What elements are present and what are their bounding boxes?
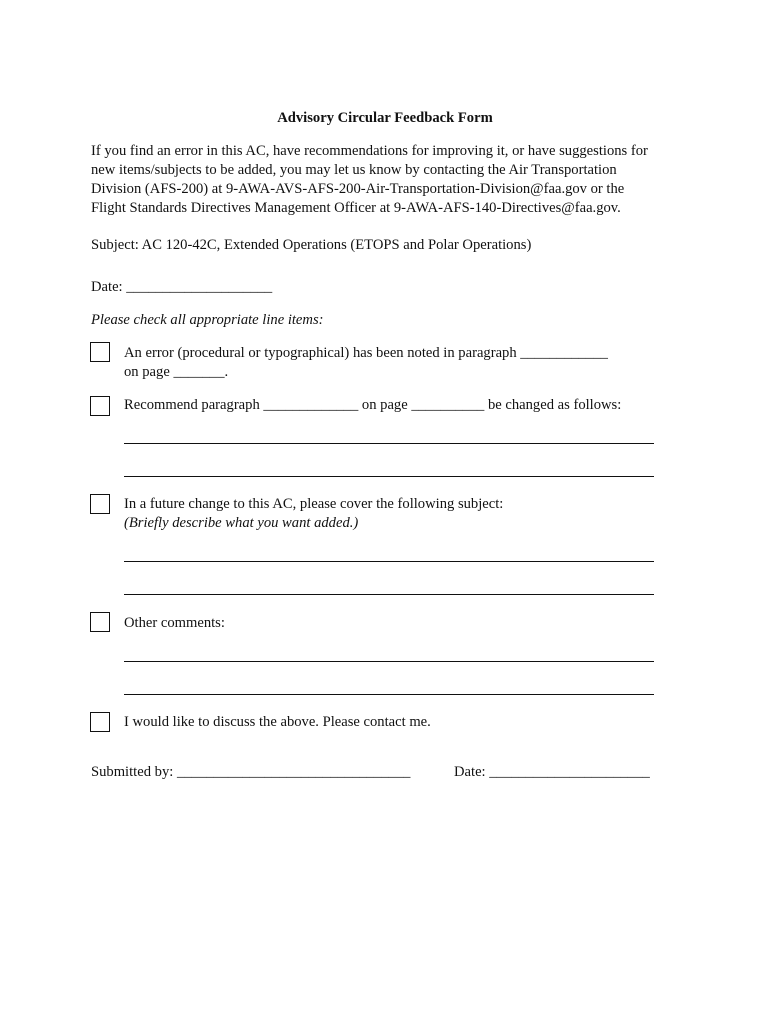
error-item-text-page: on page _______. (124, 364, 229, 380)
date-field[interactable]: Date: ____________________ (91, 279, 273, 295)
intro-line: Flight Standards Directives Management Officer at 9-AWA-AFS-140-Directives@faa.gov. (91, 200, 621, 216)
submitted-by-field[interactable]: Submitted by: ________________________________ (91, 764, 411, 780)
intro-line: Division (AFS-200) at 9-AWA-AVS-AFS-200-Air-Transportation-Division@faa.gov or the (91, 181, 625, 197)
intro-line: If you find an error in this AC, have recommendations for improving it, or have suggestions for (91, 143, 648, 159)
intro-paragraph (91, 142, 691, 218)
other-comments-text: Other comments: (124, 615, 225, 631)
other-comments-answer-line[interactable] (124, 661, 654, 662)
recommend-checkbox[interactable] (90, 396, 110, 416)
instruction-text: Please check all appropriate line items: (91, 312, 324, 328)
future-change-checkbox[interactable] (90, 494, 110, 514)
recommend-item-text: Recommend paragraph _____________ on page __________ be changed as follows: (124, 397, 622, 413)
discuss-item-text: I would like to discuss the above. Please contact me. (124, 714, 431, 730)
footer-date-field[interactable]: Date: ______________________ (454, 764, 650, 780)
discuss-checkbox[interactable] (90, 712, 110, 732)
subject-line: Subject: AC 120-42C, Extended Operations (ETOPS and Polar Operations) (91, 237, 532, 253)
future-change-answer-line[interactable] (124, 561, 654, 562)
error-item-text: An error (procedural or typographical) has been noted in paragraph ____________ (124, 345, 608, 361)
intro-line: new items/subjects to be added, you may let us know by contacting the Air Transportation (91, 162, 617, 178)
other-comments-checkbox[interactable] (90, 612, 110, 632)
recommend-answer-line[interactable] (124, 443, 654, 444)
future-change-hint: (Briefly describe what you want added.) (124, 515, 359, 531)
form-title: Advisory Circular Feedback Form (277, 110, 493, 126)
other-comments-answer-line[interactable] (124, 694, 654, 695)
recommend-answer-line[interactable] (124, 476, 654, 477)
error-checkbox[interactable] (90, 342, 110, 362)
future-change-answer-line[interactable] (124, 594, 654, 595)
future-change-item-text: In a future change to this AC, please cover the following subject: (124, 496, 504, 512)
